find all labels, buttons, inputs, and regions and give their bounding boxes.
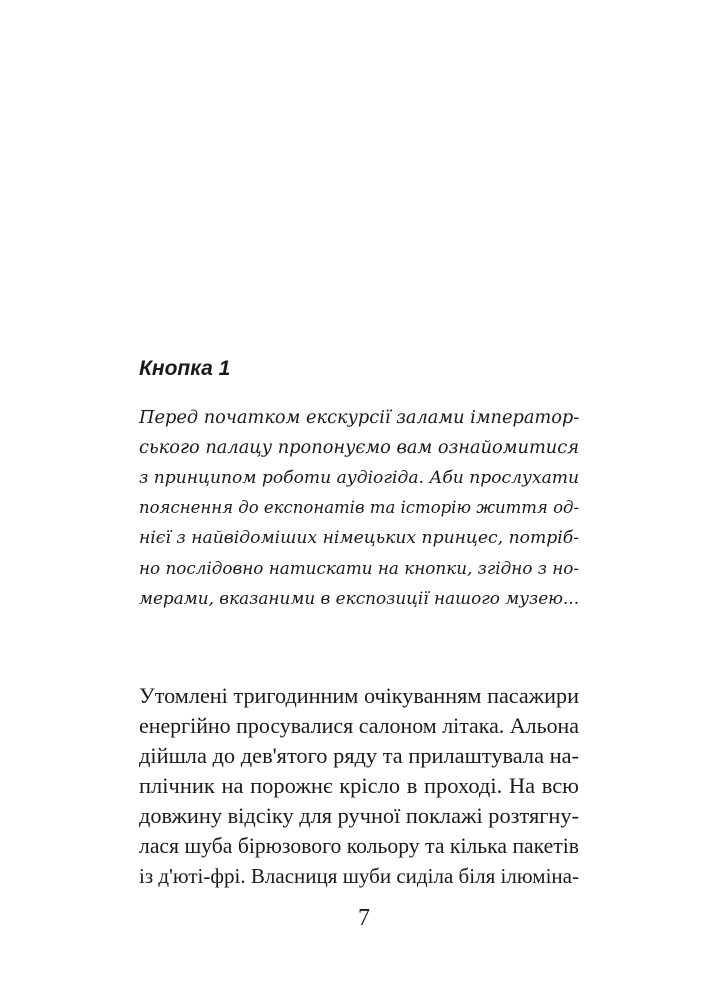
paragraph-line: енергійно просувалися салоном літака. Альона	[139, 713, 579, 738]
paragraph-line: з принципом роботи аудіогіда. Аби прослухати	[139, 468, 580, 488]
paragraph-line: Утомлені тригодинним очікуванням пасажири	[139, 683, 579, 708]
paragraph-line: дійшла до дев'ятого ряду та прилаштувала на-	[139, 743, 579, 768]
paragraph-line: Перед початком екскурсії залами імператор-	[139, 408, 580, 428]
paragraph-line: плічник на порожнє крісло в проході. На всю	[139, 773, 579, 798]
paragraph-line: пояснення до експонатів та історію життя од-	[139, 498, 580, 517]
page-number: 7	[358, 905, 370, 931]
paragraph-line: но послідовно натискати на кнопки, згідно з но-	[139, 558, 580, 578]
section-heading: Кнопка 1	[139, 357, 231, 380]
paragraph-line: мерами, вказаними в експозиції нашого музею...	[139, 588, 580, 608]
paragraph-line: нієї з найвідоміших німецьких принцес, потріб-	[139, 528, 579, 548]
paragraph-line: лася шуба бірюзового кольору та кілька пакетів	[139, 834, 579, 858]
paragraph-line: із д'юті-фрі. Власниця шуби сиділа біля ілюміна-	[139, 864, 579, 888]
paragraph-line: довжину відсіку для ручної поклажі розтягну-	[139, 803, 579, 828]
paragraph-line: ського палацу пропонуємо вам ознайомитися	[139, 437, 579, 458]
